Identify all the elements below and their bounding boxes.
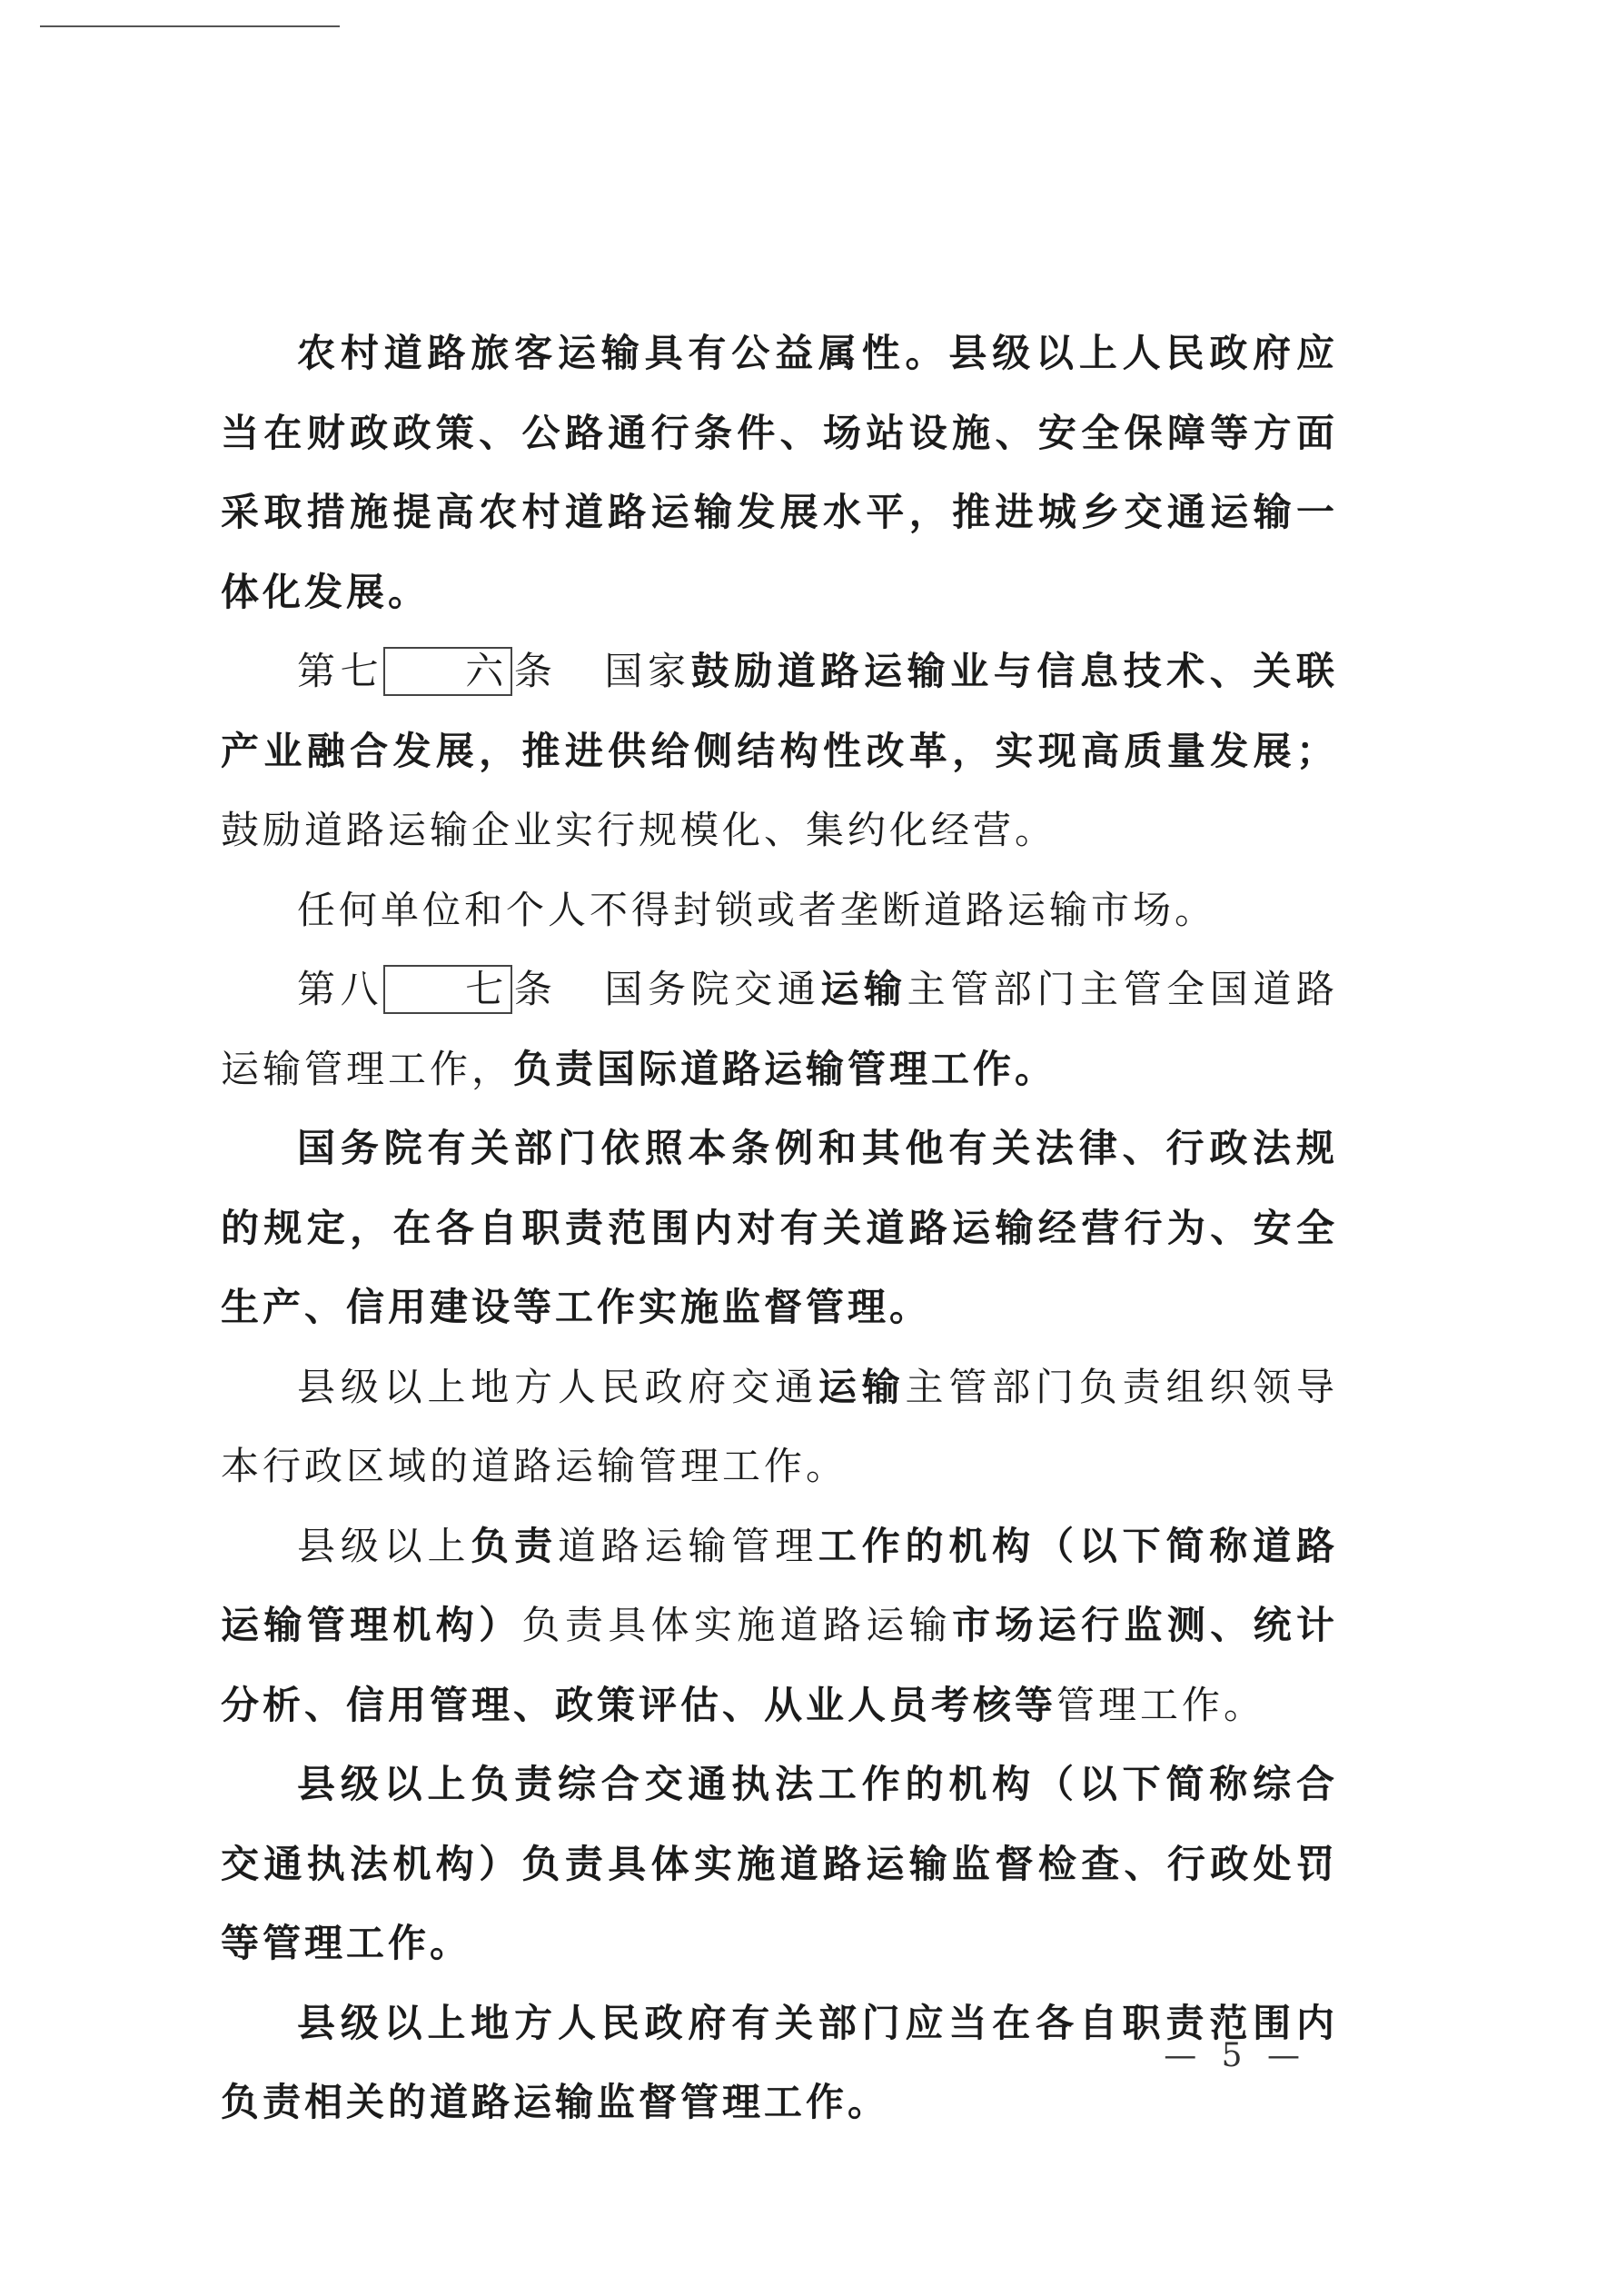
paragraph-related-departments: 县级以上地方人民政府有关部门应当在各自职责范围内负责相关的道路运输监督管理工作。 [221, 2000, 1338, 2124]
article-8-inserted-number: 七 [383, 965, 512, 1014]
document-body [221, 313, 1338, 2142]
paragraph-law-enforcement-agencies: 县级以上负责综合交通执法工作的机构（以下简称综合交通执法机构）负责具体实施道路运输监督检查、行政处罚等管理工作。 [221, 1762, 1338, 1965]
paragraph-market-monopoly: 任何单位和个人不得封锁或者垄断道路运输市场。 [297, 887, 1217, 932]
page-number: — 5 — [1164, 2037, 1307, 2074]
paragraph-local-transport-departments: 县级以上地方人民政府交通运输主管部门负责组织领导本行政区域的道路运输管理工作。 [221, 1364, 1338, 1488]
paragraph-rural-transport: 农村道路旅客运输具有公益属性。县级以上人民政府应当在财政政策、公路通行条件、场站设施、安全保障等方面采取措施提高农村道路运输发展水平，推进城乡交通运输一体化发展。 [221, 331, 1338, 614]
article-7-label: 第七 六 条 [297, 649, 557, 693]
article-7-inserted-number: 六 [383, 647, 512, 696]
paragraph-state-council-departments: 国务院有关部门依照本条例和其他有关法律、行政法规的规定，在各自职责范围内对有关道路运输经营行为、安全生产、信用建设等工作实施监督管理。 [221, 1126, 1338, 1329]
paragraph-article-8: 第八 七 条 国务院交通运输主管部门主管全国道路运输管理工作，负责国际道路运输管理工作。 [221, 967, 1338, 1091]
paragraph-road-transport-agencies: 县级以上负责道路运输管理工作的机构（以下简称道路运输管理机构）负责具体实施道路运输市场运行监测、统计分析、信用管理、政策评估、从业人员考核等管理工作。 [221, 1523, 1338, 1727]
article-8-label: 第八 七 条 [297, 967, 557, 1011]
paragraph-article-7: 第七 六 条 国家鼓励道路运输业与信息技术、关联产业融合发展，推进供给侧结构性改革，实现高质量发展；鼓励道路运输企业实行规模化、集约化经营。 [221, 649, 1338, 852]
top-rule [40, 25, 340, 27]
